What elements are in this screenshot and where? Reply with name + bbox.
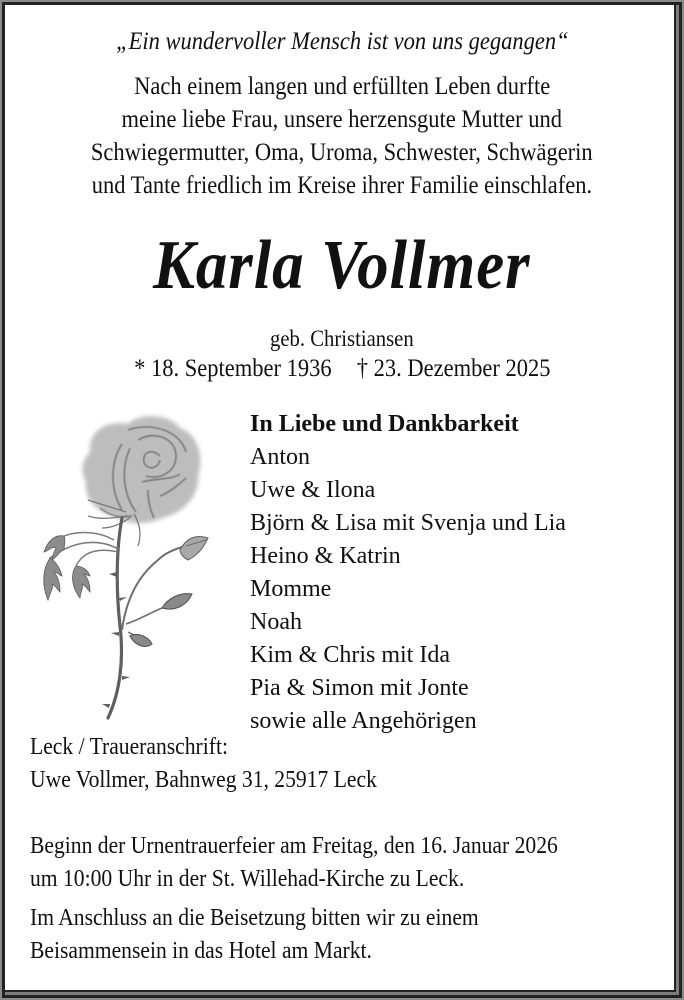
mourner-name: sowie alle Angehörigen <box>250 708 477 734</box>
intro-line-2 <box>0 103 684 136</box>
maiden-name <box>0 326 684 352</box>
deceased-name <box>0 226 684 306</box>
mourner-name: Björn & Lisa mit Svenja und Lia <box>250 510 566 536</box>
reception-line: Beisammensein in das Hotel am Markt. <box>30 938 372 964</box>
life-dates-inner <box>134 355 550 383</box>
service-line: Beginn der Urnentrauerfeier am Freitag, den 16. Januar 2026 <box>30 833 558 859</box>
opening-quote <box>0 28 684 56</box>
mourners-heading: In Liebe und Dankbarkeit <box>250 411 519 437</box>
mourner-name: Noah <box>250 609 302 635</box>
intro-text: Schwiegermutter, Oma, Uroma, Schwester, Schwägerin <box>91 139 593 166</box>
life-dates <box>0 355 684 383</box>
birth-date: * 18. September 1936 <box>133 355 332 382</box>
deceased-name-text: Karla Vollmer <box>153 227 531 304</box>
reception-info <box>30 902 529 968</box>
mourner-name: Momme <box>250 576 332 602</box>
intro-line-3 <box>0 136 684 169</box>
opening-quote-text: „Ein wundervoller Mensch ist von uns gegangen“ <box>115 28 569 55</box>
mourner-name: Kim & Chris mit Ida <box>250 642 450 668</box>
mourners-list <box>250 408 566 738</box>
intro-text: und Tante friedlich im Kreise ihrer Familie einschlafen. <box>91 172 593 199</box>
maiden-name-text: geb. Christiansen <box>270 326 414 351</box>
mourner-name: Pia & Simon mit Jonte <box>250 675 469 701</box>
reception-line: Im Anschluss an die Beisetzung bitten wir zu einem <box>30 905 479 931</box>
intro-line-4 <box>0 169 684 202</box>
intro-line-1 <box>0 70 684 103</box>
service-info <box>30 830 616 896</box>
mourner-name: Heino & Katrin <box>250 543 401 569</box>
mourning-address <box>30 731 415 797</box>
mourner-name: Anton <box>250 444 310 470</box>
rose-icon <box>30 400 220 720</box>
mourner-name: Uwe & Ilona <box>250 477 376 503</box>
intro-text: Nach einem langen und erfüllten Leben durfte <box>133 73 551 100</box>
address-line: Uwe Vollmer, Bahnweg 31, 25917 Leck <box>30 767 377 793</box>
address-label: Leck / Traueranschrift: <box>30 734 228 760</box>
death-date: † 23. Dezember 2025 <box>356 355 551 382</box>
service-line: um 10:00 Uhr in der St. Willehad-Kirche zu Leck. <box>30 866 465 892</box>
intro-text: meine liebe Frau, unsere herzensgute Mutter und <box>121 106 563 133</box>
